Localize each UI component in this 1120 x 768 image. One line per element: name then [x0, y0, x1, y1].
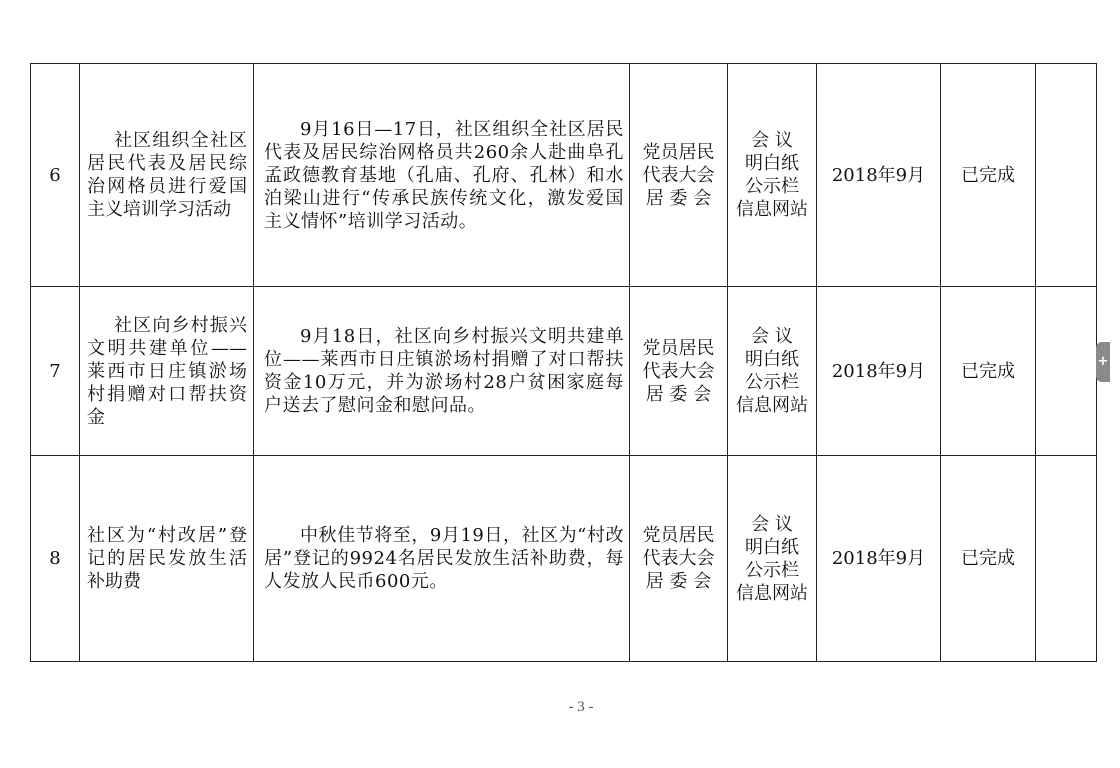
- status-cell: 已完成: [941, 64, 1036, 287]
- organizer-cell: [630, 456, 728, 662]
- publicity-cell: [728, 64, 817, 287]
- publicity-line: 会 议: [751, 513, 793, 535]
- organizer-line: 党员居民: [642, 337, 715, 359]
- publicity-line: 会 议: [751, 326, 793, 347]
- organizer-line: 党员居民: [642, 525, 715, 546]
- publicity-line: 公示栏: [745, 176, 799, 197]
- empty-cell: [1036, 287, 1097, 456]
- empty-cell: [1036, 64, 1097, 287]
- organizer-cell: [630, 64, 728, 287]
- organizer-line: 居 委 会: [645, 187, 712, 209]
- publicity-line: 公示栏: [745, 372, 799, 393]
- publicity-line: 会 议: [751, 130, 793, 151]
- organizer-line: 代表大会: [642, 164, 715, 186]
- date-cell: 2018年9月: [817, 64, 941, 287]
- date-cell: 2018年9月: [817, 287, 941, 456]
- item-title: 社区向乡村振兴文明共建单位——莱西市日庄镇淤场村捐赠对口帮扶资金: [87, 314, 247, 428]
- status-cell: 已完成: [941, 287, 1036, 456]
- date-cell: 2018年9月: [817, 456, 941, 662]
- item-title: 社区为“村改居”登记的居民发放生活补助费: [87, 525, 247, 592]
- organizer-line: 代表大会: [642, 548, 715, 569]
- row-number: 7: [31, 287, 80, 456]
- organizer-line: 代表大会: [642, 360, 715, 382]
- item-detail: 9月16日—17日，社区组织全社区居民代表及居民综治网格员共260余人赴曲阜孔孟政德教育基地（孔庙、孔府、孔林）和水泊梁山进行“传承民族传统文化，激发爱国主义情怀”培训学习活动。: [264, 118, 624, 232]
- organizer-line: 党员居民: [642, 141, 715, 163]
- row-number: 6: [31, 64, 80, 287]
- status-cell: 已完成: [941, 456, 1036, 662]
- publicity-line: 明白纸: [745, 349, 799, 370]
- publicity-cell: [728, 456, 817, 662]
- progress-table: [30, 63, 1097, 662]
- publicity-line: 公示栏: [745, 559, 799, 581]
- page-number: - 3 -: [568, 699, 594, 715]
- item-detail: 中秋佳节将至，9月19日，社区为“村改居”登记的9924名居民发放生活补助费，每人发放人民币600元。: [264, 525, 624, 592]
- publicity-line: 明白纸: [745, 536, 799, 558]
- table-row: [31, 456, 1097, 662]
- item-detail: 9月18日，社区向乡村振兴文明共建单位——莱西市日庄镇淤场村捐赠了对口帮扶资金10万元，并为淤场村28户贫困家庭每户送去了慰问金和慰问品。: [264, 326, 624, 416]
- publicity-line: 信息网站: [736, 582, 808, 604]
- table-row: [31, 64, 1097, 287]
- expand-tab-icon[interactable]: +: [1096, 342, 1110, 382]
- table-row: [31, 287, 1097, 456]
- publicity-line: 信息网站: [736, 199, 808, 220]
- empty-cell: [1036, 456, 1097, 662]
- organizer-line: 居 委 会: [645, 571, 712, 592]
- row-number: 8: [31, 456, 80, 662]
- organizer-cell: [630, 287, 728, 456]
- publicity-line: 信息网站: [736, 395, 808, 416]
- publicity-cell: [728, 287, 817, 456]
- organizer-line: 居 委 会: [645, 383, 712, 405]
- item-title: 社区组织全社区居民代表及居民综治网格员进行爱国主义培训学习活动: [87, 130, 247, 220]
- publicity-line: 明白纸: [745, 153, 799, 174]
